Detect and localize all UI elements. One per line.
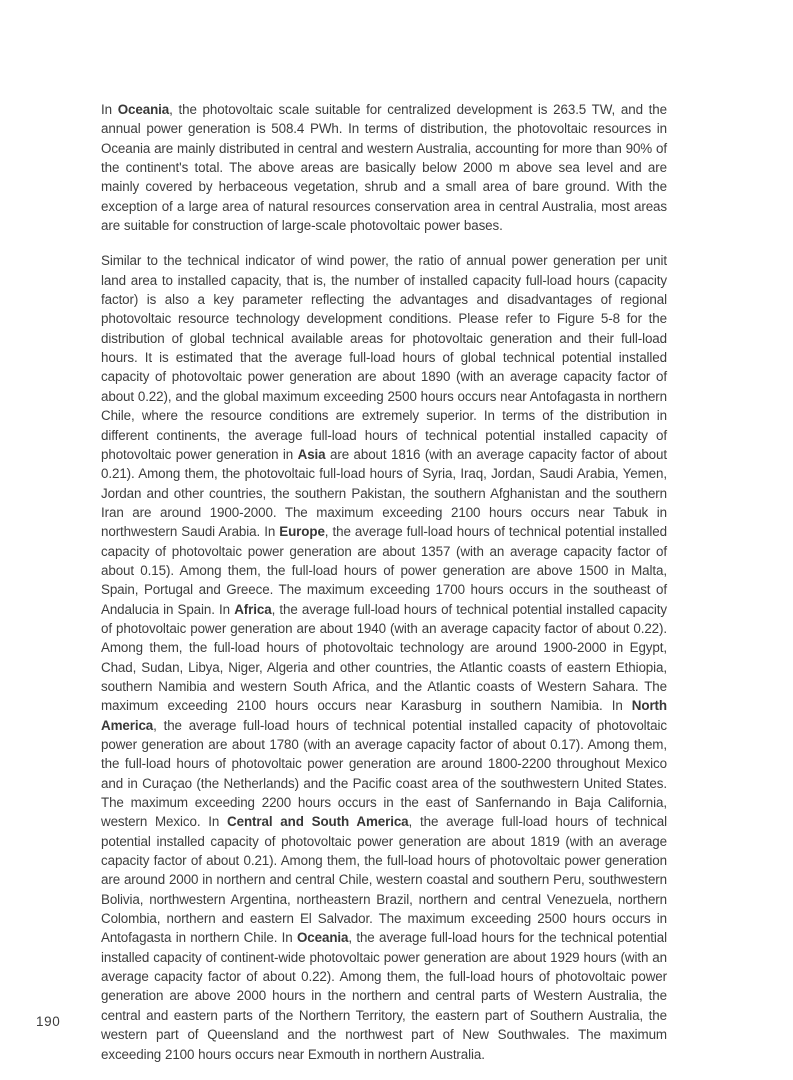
page-number: 190: [36, 1014, 61, 1029]
page-body-text: [101, 100, 667, 1080]
paragraph-oceania-overview: In Oceania, the photovoltaic scale suitable for centralized development is 263.5 TW, and the annual power generation is 508.4 PWh. In terms of distribution, the photovoltaic resources in Oceania are mainly distributed in central and western Australia, accounting for more than 90% of the continent's total. The above areas are basically below 2000 m above sea level and are mainly covered by herbaceous vegetation, shrub and a small area of bare ground. With the exception of a large area of natural resources conservation area in central Australia, most areas are suitable for construction of large-scale photovoltaic power bases.: [101, 102, 667, 234]
paragraph-full-load-hours: Similar to the technical indicator of wind power, the ratio of annual power generation per unit land area to installed capacity, that is, the number of installed capacity full-load hours (capacity factor) is also a key parameter reflecting the advantages and disadvantages of regional photovoltaic resource technology development conditions. Please refer to Figure 5-8 for the distribution of global technical available areas for photovoltaic generation and their full-load hours. It is estimated that the average full-load hours of global technical potential installed capacity of photovoltaic power generation are about 1890 (with an average capacity factor of about 0.22), and the global maximum exceeding 2500 hours occurs near Antofagasta in northern Chile, where the resource conditions are extremely superior. In terms of the distribution in different continents, the average full-load hours of technical potential installed capacity of photovoltaic power generation in Asia are about 1816 (with an average capacity factor of about 0.21). Among them, the photovoltaic full-load hours of Syria, Iraq, Jordan, Saudi Arabia, Yemen, Jordan and other countries, the southern Pakistan, the southern Afghanistan and the southern Iran are around 1900-2000. The maximum exceeding 2100 hours occurs near Tabuk in northwestern Saudi Arabia. In Europe, the average full-load hours of technical potential installed capacity of photovoltaic power generation are about 1357 (with an average capacity factor of about 0.15). Among them, the full-load hours of power generation are above 1500 in Malta, Spain, Portugal and Greece. The maximum exceeding 1700 hours occurs in the southeast of Andalucia in Spain. In Africa, the average full-load hours of technical potential installed capacity of photovoltaic power generation are about 1940 (with an average capacity factor of about 0.22). Among them, the full-load hours of photovoltaic technology are around 1900-2000 in Egypt, Chad, Sudan, Libya, Niger, Algeria and other countries, the Atlantic coasts of eastern Ethiopia, southern Namibia and western South Africa, and the Atlantic coasts of Western Sahara. The maximum exceeding 2100 hours occurs near Karasburg in southern Namibia. In North America, the average full-load hours of technical potential installed capacity of photovoltaic power generation are about 1780 (with an average capacity factor of about 0.17). Among them, the full-load hours of photovoltaic power generation are around 1800-2200 throughout Mexico and in Curaçao (the Netherlands) and the Pacific coast area of the southwestern United States. The maximum exceeding 2200 hours occurs in the east of Sanfernando in Baja California, western Mexico. In Central and South America, the average full-load hours of technical potential installed capacity of photovoltaic power generation are about 1819 (with an average capacity factor of about 0.21). Among them, the full-load hours of photovoltaic power generation are around 2000 in northern and central Chile, western coastal and southern Peru, southwestern Bolivia, northwestern Argentina, northeastern Brazil, northern and central Venezuela, northern Colombia, northern and eastern El Salvador. The maximum exceeding 2500 hours occurs in Antofagasta in northern Chile. In Oceania, the average full-load hours for the technical potential installed capacity of continent-wide photovoltaic power generation are about 1929 hours (with an average capacity factor of about 0.22). Among them, the full-load hours of photovoltaic power generation are above 2000 hours in the northern and central parts of Western Australia, the central and eastern parts of the Northern Territory, the eastern part of Southern Australia, the western part of Queensland and the northwest part of New Southwales. The maximum exceeding 2100 hours occurs near Exmouth in northern Australia.: [101, 253, 668, 1062]
